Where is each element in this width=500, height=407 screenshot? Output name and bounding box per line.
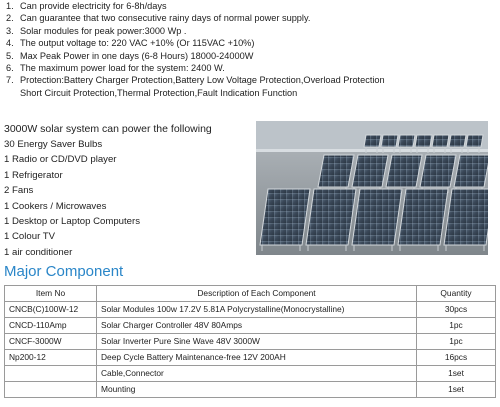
header-item-no: Item No [5, 286, 97, 302]
feature-item-continuation: Short Circuit Protection,Thermal Protection,Fault Indication Function [20, 87, 298, 98]
cell-item-no: CNCD-110Amp [5, 318, 97, 334]
cell-description: Mounting [97, 382, 417, 398]
solar-panel [352, 189, 402, 251]
feature-item: 3. Solar modules for peak power:3000 Wp . [6, 25, 187, 36]
solar-panel [444, 189, 488, 251]
cell-quantity: 30pcs [417, 302, 496, 318]
feature-list [0, 0, 500, 99]
table-row [5, 382, 496, 398]
solar-panel [260, 189, 310, 251]
major-component-title: Major Component [4, 263, 124, 280]
cell-item-no [5, 366, 97, 382]
capacity-block [4, 122, 254, 260]
cell-item-no: Np200-12 [5, 350, 97, 366]
parapet-rail [256, 149, 488, 152]
solar-panel [306, 189, 356, 251]
cell-description: Cable,Connector [97, 366, 417, 382]
table-row [5, 334, 496, 350]
capacity-list [4, 137, 254, 260]
feature-item: 6. The maximum power load for the system: 2400 W. [6, 63, 225, 74]
cell-description: Solar Inverter Pure Sine Wave 48V 3000W [97, 334, 417, 350]
capacity-item: 1 air conditioner [4, 246, 73, 258]
panel-row-front [260, 189, 488, 251]
capacity-item: 1 Cookers / Microwaves [4, 200, 107, 212]
header-description: Description of Each Component [97, 286, 417, 302]
solar-array-photo [256, 121, 488, 255]
cell-quantity: 16pcs [417, 350, 496, 366]
panel-row-middle [318, 155, 488, 193]
cell-quantity: 1pc [417, 318, 496, 334]
capacity-item: 1 Desktop or Laptop Computers [4, 216, 140, 228]
feature-item: 4. The output voltage to: 220 VAC +10% (Or 115VAC +10%) [6, 38, 255, 49]
capacity-title: 3000W solar system can power the following [4, 123, 212, 135]
solar-array-illustration [256, 121, 488, 255]
cell-description: Solar Modules 100w 17.2V 5.81A Polycrystalline(Monocrystalline) [97, 302, 417, 318]
cell-item-no: CNCF-3000W [5, 334, 97, 350]
capacity-item: 1 Colour TV [4, 231, 56, 243]
feature-item: 7. Protection:Battery Charger Protection,Battery Low Voltage Protection,Overload Protection [6, 75, 385, 86]
capacity-item: 1 Radio or CD/DVD player [4, 154, 117, 166]
table-row [5, 366, 496, 382]
capacity-item: 30 Energy Saver Bulbs [4, 139, 103, 150]
cell-quantity: 1pc [417, 334, 496, 350]
component-table [4, 285, 496, 398]
header-quantity: Quantity [417, 286, 496, 302]
feature-item: 2. Can guarantee that two consecutive rainy days of normal power supply. [6, 13, 311, 24]
cell-quantity: 1set [417, 382, 496, 398]
cell-description: Solar Charger Controller 48V 80Amps [97, 318, 417, 334]
solar-panel [454, 155, 488, 193]
table-row [5, 350, 496, 366]
feature-item: 5. Max Peak Power in one days (6-8 Hours) 18000-24000W [6, 50, 254, 61]
cell-item-no [5, 382, 97, 398]
cell-item-no: CNCB(C)100W-12 [5, 302, 97, 318]
table-row [5, 302, 496, 318]
cell-quantity: 1set [417, 366, 496, 382]
feature-item: 1. Can provide electricity for 6-8h/days [6, 1, 167, 11]
cell-description: Deep Cycle Battery Maintenance-free 12V 200AH [97, 350, 417, 366]
capacity-item: 2 Fans [4, 185, 34, 197]
table-header-row [5, 286, 496, 302]
solar-panel [398, 189, 448, 251]
capacity-item: 1 Refrigerator [4, 169, 63, 181]
table-row [5, 318, 496, 334]
